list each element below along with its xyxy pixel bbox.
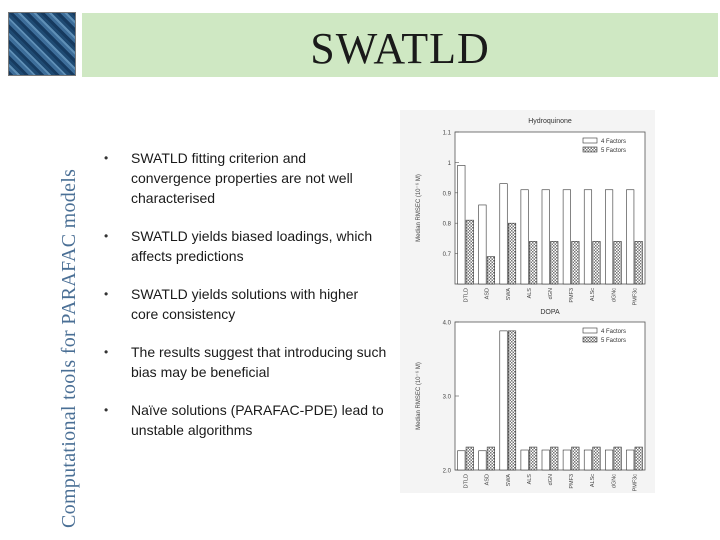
bullet-list	[104, 148, 389, 458]
logo-image	[8, 12, 76, 76]
bar	[479, 205, 487, 284]
bar	[626, 190, 634, 284]
y-tick-label: 4.0	[442, 320, 451, 327]
bar	[572, 447, 580, 470]
x-tick-label: dGNc	[611, 288, 618, 303]
bar	[605, 450, 613, 470]
bullet-text: Naïve solutions (PARAFAC-PDE) lead to unstable algorithms	[131, 402, 384, 438]
legend-swatch	[583, 147, 597, 152]
x-tick-label: ALS	[526, 474, 533, 485]
bar	[458, 165, 466, 284]
bar	[529, 447, 537, 470]
x-tick-label: PMF3	[569, 474, 576, 489]
bullet-text: SWATLD yields biased loadings, which affects predictions	[131, 228, 373, 264]
legend-swatch	[583, 337, 597, 342]
chart-title: Hydroquinone	[528, 118, 572, 125]
side-title-region	[0, 88, 80, 528]
bar	[572, 241, 580, 284]
x-tick-label: dGN	[548, 288, 554, 300]
x-tick-label: SWA	[505, 288, 512, 301]
x-tick-label: DTLD	[463, 474, 470, 489]
x-tick-label: PMF3c	[632, 288, 639, 306]
charts-svg	[400, 110, 655, 493]
legend-label: 5 Factors	[601, 338, 627, 344]
x-tick-label: ALSc	[590, 288, 597, 302]
x-tick-label: DTLD	[463, 288, 470, 303]
legend-swatch	[583, 138, 597, 143]
x-tick-label: dGN	[548, 474, 554, 486]
bar	[487, 447, 495, 470]
y-tick-label: 0.8	[442, 221, 451, 228]
bar	[593, 241, 601, 284]
bar	[584, 190, 592, 284]
bar	[521, 450, 529, 470]
bar	[466, 447, 474, 470]
x-tick-label: ASD	[484, 474, 491, 486]
legend-label: 5 Factors	[601, 148, 627, 154]
y-tick-label: 1.1	[442, 130, 451, 137]
bar	[508, 223, 516, 284]
bullet-icon: •	[104, 345, 109, 359]
bar	[458, 451, 466, 470]
bar	[479, 451, 487, 470]
bar	[542, 450, 550, 470]
bar	[521, 190, 529, 284]
bar	[508, 331, 516, 470]
x-tick-label: PMF3c	[632, 474, 639, 492]
bar	[635, 241, 643, 284]
bullet-item	[104, 342, 389, 382]
y-axis-label: Median RMSEC (10⁻⁶ M)	[416, 362, 422, 430]
bar	[563, 190, 571, 284]
bullet-item	[104, 400, 389, 440]
bullet-item	[104, 226, 389, 266]
bullet-icon: •	[104, 403, 109, 417]
y-axis-label: Median RMSEC (10⁻⁶ M)	[416, 174, 422, 242]
side-bar	[0, 0, 80, 540]
bar	[626, 450, 634, 470]
bar	[500, 331, 508, 470]
bar	[635, 447, 643, 470]
bullet-icon: •	[104, 287, 109, 301]
legend-swatch	[583, 328, 597, 333]
bar	[487, 257, 495, 284]
x-tick-label: SWA	[505, 474, 512, 487]
bullet-icon: •	[104, 229, 109, 243]
bar	[551, 241, 559, 284]
bar	[529, 241, 537, 284]
x-tick-label: ALS	[526, 288, 533, 299]
y-tick-label: 0.7	[442, 252, 451, 259]
x-tick-label: PMF3	[569, 288, 576, 303]
y-tick-label: 3.0	[442, 394, 451, 401]
bar	[614, 447, 622, 470]
bar	[614, 241, 622, 284]
bar	[593, 447, 601, 470]
bar	[542, 190, 550, 284]
slide-title: SWATLD	[310, 24, 490, 73]
x-tick-label: dGNc	[611, 474, 618, 489]
x-tick-label: ALSc	[590, 474, 597, 488]
legend-label: 4 Factors	[601, 139, 627, 145]
bullet-icon: •	[104, 151, 109, 165]
figure-panel	[400, 110, 655, 493]
y-tick-label: 2.0	[442, 468, 451, 475]
y-tick-label: 0.9	[442, 191, 451, 198]
bar	[563, 450, 571, 470]
bullet-text: The results suggest that introducing such bias may be beneficial	[131, 344, 387, 380]
side-title: Computational tools for PARAFAC models	[58, 168, 80, 528]
legend-label: 4 Factors	[601, 329, 627, 335]
bar	[551, 447, 559, 470]
bullet-text: SWATLD yields solutions with higher core consistency	[131, 286, 359, 322]
bar	[605, 190, 613, 284]
y-tick-label: 1	[447, 160, 451, 167]
x-tick-label: ASD	[484, 288, 491, 300]
bullet-item	[104, 148, 389, 208]
bar	[466, 220, 474, 284]
title-bar	[82, 13, 718, 77]
bullet-text: SWATLD fitting criterion and convergence properties are not well characterised	[131, 150, 353, 206]
bar	[584, 450, 592, 470]
bullet-item	[104, 284, 389, 324]
bar	[500, 184, 508, 284]
chart-title: DOPA	[540, 309, 560, 316]
